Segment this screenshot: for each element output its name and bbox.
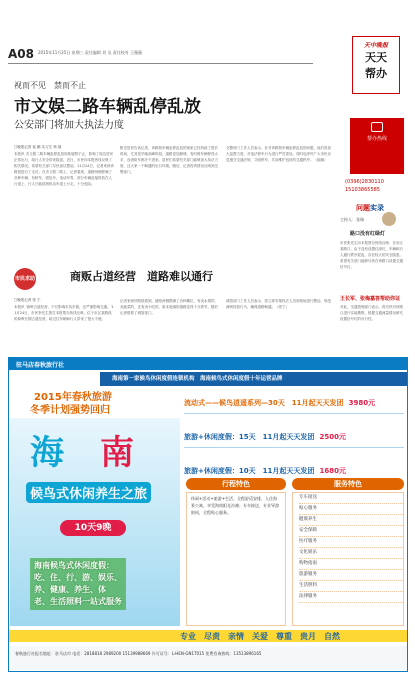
ad-footer: 春秋旅行社报名地址：驻马店市 电话：2818818 2989200 15139988669 许可证号：L-HEN-GN1T015 免费咨询热线：13513896165 <box>9 646 407 670</box>
article1-column-2: 附近居民告诉记者，该路段车辆乱停乱放的现象已经持续了很长时间，尤其是早晚高峰时段，道路更加拥堵。有时候车辆停得太多，连消防车都开不进来。居民们希望有关部门能够加大执法力度，还大家一个畅通的出行环境。随后，记者将该情况反映到交警部门。 <box>120 146 218 174</box>
ad-top-bar <box>9 358 407 370</box>
itinerary-title: 行程特色 <box>186 478 286 490</box>
reply-badge-suffix: 实录 <box>370 204 384 212</box>
answer-body: 对此，交通管理部门表示，将尽快对该路口进行实地勘察，根据交通流量情况研究设置信号灯的可行性。 <box>340 305 403 321</box>
ad-promo-line-2: 冬季计划强势回归 <box>30 405 110 416</box>
services-title: 服务特色 <box>292 478 404 490</box>
service-item: 健康养生 <box>299 515 403 526</box>
ad-agency-name: 驻马店春秋旅行社 <box>16 362 65 369</box>
ad-product-label: 旅游+休闲度假：15天 11月起天天发团 <box>184 433 315 441</box>
ad-big-char-1: 海 <box>30 433 64 473</box>
ad-slogan: 候鸟式休闲养生之旅 <box>26 482 151 503</box>
article2-column-1: 本报讯 '商贩占道经营，不仅影响市容市貌，还严重影响交通。'11月24日，市民李先生拨打本报帮办热线反映，位于市区某路段的商贩长期占道经营，给过往车辆和行人带来了很大不便。 <box>14 305 114 321</box>
article1-byline: □晚报记者 崔 鹏 实习生 杨 瑞 <box>14 145 62 149</box>
logo-paper-name: 天中晚报 <box>363 42 388 49</box>
ad-product-price: 3980元 <box>348 399 376 407</box>
service-item: 贴心服务 <box>299 504 403 515</box>
article1-kicker: 视而不见 禁而不止 <box>14 81 86 90</box>
divider <box>184 447 404 448</box>
ad-service-list: 海南候鸟式休闲度假： 吃、住、行、游、娱乐、 养、健康、养生、体 老、生活照料一站式服务 <box>30 558 126 610</box>
itinerary-body: 休闲+活动+旅游+生活；全程舒适安排，入住海景公寓，享受海南阳光沙滩；专车接送，专业导游陪同，全程贴心服务。 <box>186 492 286 626</box>
ad-product-1 <box>184 390 404 409</box>
ad-product-2 <box>184 424 404 443</box>
page-number: A08 <box>8 47 34 61</box>
article2-column-2: 记者来到该路段看到，道路两侧摆满了各种摊位，有卖水果的、卖蔬菜的，还有卖小吃的，原本宽阔的道路变得十分狭窄。随后记者联系了城管部门。 <box>120 299 218 315</box>
service-item: 专车接送 <box>299 493 403 504</box>
phone-icon <box>371 122 383 132</box>
citizen-help-tag: 市民求助 <box>14 268 36 290</box>
divider <box>184 413 404 414</box>
issue-meta: 2015年11月25日 星期三 责任编辑 刘 员 责任校对 王薇薇 <box>38 50 142 55</box>
ad-banner-text: 海南第一家候鸟休闲度假连锁机构 海南候鸟式休闲度假十年运营品牌 <box>112 376 283 382</box>
article1-column-1: 本报讯 市文娱二路车辆乱停乱放现象屡禁不止，影响了周边居民正常出行，给行人安全带来隐患。近日，市民向本报热线反映了相关情况，希望有关部门尽快加以整治。11月24日，记者来到该路段进行了走访。在市文娱二路上，记者看到，道路两侧停满了各种车辆，有轿车、面包车、电动车等，部分车辆直接停放在人行道上，行人只能绕到机动车道上行走，十分危险。 <box>14 152 114 186</box>
reply-badge <box>356 203 384 213</box>
service-item: 生活照料 <box>299 581 403 592</box>
article2-headline: 商贩占道经营 道路难以通行 <box>70 270 213 283</box>
ad-duration-badge: 10天9晚 <box>60 520 126 536</box>
ad-promo-line-1: 2015年春秋旅游 <box>34 392 112 403</box>
article2-byline: □晚报记者 张 宁 <box>14 298 41 302</box>
ad-product-label: 流动式——候鸟逍遥系列—30天 11月起天天发团 <box>184 399 344 407</box>
ad-product-price: 1680元 <box>319 467 346 475</box>
services-list <box>292 492 404 626</box>
ad-bottom-slogan: 专业 尽责 亲情 关爱 尊重 贵月 自然 <box>180 632 340 641</box>
question-title: 路口没有红绿灯 <box>350 231 386 237</box>
article1-subhead: 公安部门将加大执法力度 <box>14 120 124 131</box>
answer-name: 王长军、张梅嘉答帮助你证 <box>340 296 401 302</box>
header-rule <box>8 63 313 64</box>
logo-line-1: 天天 <box>365 51 387 64</box>
question-body: 市民张先生向本报帮办热线反映：在市区某路口，由于没有设置红绿灯，车辆和行人通行秩序混乱，存在较大的安全隐患。希望有关部门能够尽快在该路口设置交通信号灯。 <box>340 241 403 269</box>
service-item: 安全保障 <box>299 526 403 537</box>
article1-column-3: 交警部门工作人员表示，针对该路段车辆乱停乱放的问题，他们将加大巡逻力度，对违法停车行为进行严厉查处。同时也呼吁广大市民自觉遵守交通法规，文明停车，共同维护良好的交通秩序。（崔鹏） <box>226 146 331 162</box>
hotline-label: 帮办热线 <box>366 136 387 142</box>
service-item: 文化娱乐 <box>299 548 403 559</box>
reply-host: 主持人：张瑞 <box>340 217 364 222</box>
service-item: 医疗服务 <box>299 537 403 548</box>
logo-line-2: 帮办 <box>365 67 387 80</box>
service-item: 旅游服务 <box>299 570 403 581</box>
article2-column-3: 城管部门工作人员表示，将立即安排执法人员到现场进行整治，规范商贩经营行为，确保道路畅通。（张宁） <box>226 299 331 309</box>
service-item: 购物指南 <box>299 559 403 570</box>
hotline-numbers: (0396)2830110 15103865585 <box>345 179 384 193</box>
ad-product-price: 2500元 <box>319 433 346 441</box>
ad-product-3 <box>184 458 404 477</box>
reply-badge-prefix: 问题 <box>356 204 370 212</box>
ad-product-label: 旅游+休闲度假：10天 11月起天天发团 <box>184 467 315 475</box>
ad-products <box>184 390 404 481</box>
host-avatar <box>382 212 396 226</box>
ad-big-char-2: 南 <box>100 433 134 473</box>
service-item: 法律服务 <box>299 592 403 603</box>
article1-headline: 市文娱二路车辆乱停乱放 <box>14 97 201 117</box>
column-logo <box>352 36 400 94</box>
hotline-box <box>350 118 404 174</box>
